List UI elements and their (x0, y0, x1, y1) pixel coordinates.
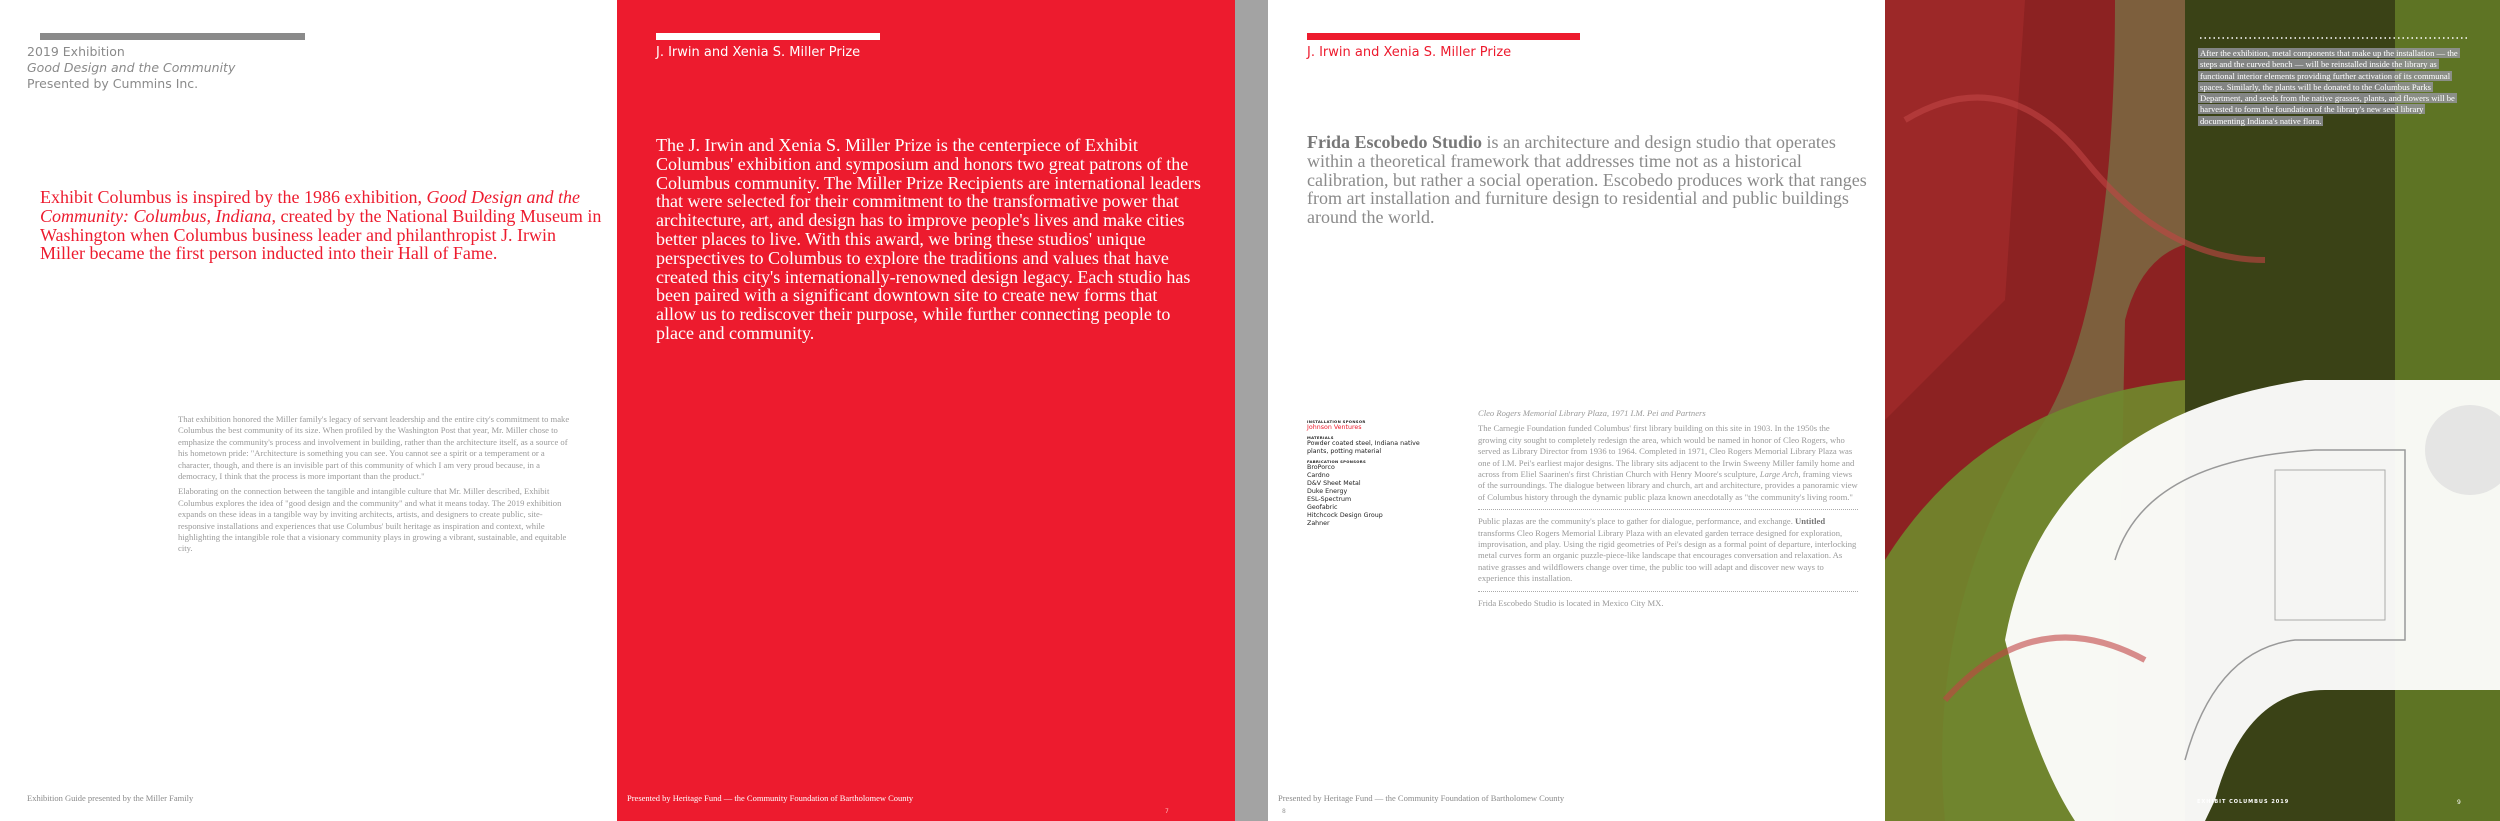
credit-label: MATERIALS (1307, 435, 1334, 440)
lead-text: Exhibit Columbus is inspired by the 1986 exhibition, (40, 187, 427, 207)
lead-text: is an architecture and design studio that operates within a theoretical framework that addresses time not as a historical calibration, but rather a social operation. Escobedo produces work that ranges from art installation and furniture design to residential and public buildings around the world. (1307, 132, 1867, 228)
site-description (1478, 408, 1858, 613)
text: transforms Cleo Rogers Memorial Library Plaza with an elevated garden terrace designed for exploration, improvisation, and play. Using the rigid geometries of Pei's design as a formal point of departure, interlocking metal curves form an organic puzzle-piece-like landscape that encourages conversation and relaxation. As native grasses and wildflowers change over time, the public too will adapt and discover new ways to experience this installation. (1478, 527, 1857, 584)
header-line: Presented by Cummins Inc. (27, 76, 199, 91)
footer: EXHIBIT COLUMBUS 2019 (2197, 799, 2290, 805)
page-number: 9 (2457, 799, 2461, 806)
header-rule (1307, 33, 1580, 40)
section-header: J. Irwin and Xenia S. Miller Prize (656, 45, 861, 60)
intro-body (178, 414, 578, 559)
page-number: 8 (1282, 808, 1286, 815)
site-title: Cleo Rogers Memorial Library Plaza, 1971 I.M. Pei and Partners (1478, 408, 1706, 418)
lead-text: , created by the National Building Museum in Washington when Columbus business leader and philanthropist J. Irwin Miller became the first person inducted into their Hall of Fame. (40, 205, 602, 264)
credit-label: INSTALLATION SPONSOR (1307, 419, 1366, 424)
lead-title-italic: Good Design and the Community: Columbus, Indiana (40, 187, 580, 226)
text-italic: Large Arch (1759, 469, 1799, 480)
page-2 (617, 0, 1235, 821)
header-line: 2019 Exhibition (27, 44, 125, 59)
dotted-divider (1478, 509, 1858, 510)
gutter (1235, 0, 1268, 821)
studio-name: Frida Escobedo Studio (1307, 132, 1483, 152)
dotted-divider (1478, 591, 1858, 592)
footer: Exhibition Guide presented by the Miller Family (27, 793, 194, 803)
text: , framing views of the surroundings. The dialogue between library and church, art and architecture, provides a panoramic view of Columbus history through the dynamic public plaza known anecdotally as "the community's living room." (1478, 469, 1858, 502)
studio-location: Frida Escobedo Studio is located in Mexico City MX. (1478, 597, 1664, 608)
credit-label: FABRICATION SPONSORS (1307, 459, 1367, 464)
installation-caption (2198, 48, 2468, 127)
sponsor: Duke Energy (1307, 488, 1348, 495)
caption-text: After the exhibition, metal components that make up the installation — the steps and the curved bench — will be reinstalled inside the library as functional interior elements providing further activation of its communal spaces. Similarly, the plants will be donated to the Columbus Parks Department, and seeds from the native grasses, plants, and flowers will be harvested to form the foundation of the library's new seed library documenting Indiana's native flora. (2200, 48, 2458, 126)
credit-value: Powder coated steel, Indiana native plants, potting material (1307, 440, 1420, 455)
studio-lead (1307, 133, 1872, 227)
exhibition-header (27, 44, 235, 92)
page-number: 7 (1165, 808, 1169, 815)
text: Public plazas are the community's place to gather for dialogue, performance, and exchange. (1478, 516, 1796, 527)
section-header: J. Irwin and Xenia S. Miller Prize (1307, 45, 1512, 60)
text: The Carnegie Foundation funded Columbus' first library building on this site in 1903. In the 1950s the growing city sought to completely redesign the area, which would be named in honor of Cleo Rogers, who served as Library Director from 1936 to 1964. Completed in 1971, Cleo Rogers Memorial Library Plaza was one of I.M. Pei's earliest major designs. The library sits adjacent to the Irwin Sweeny Miller family home and across from Eliel Saarinen's first Christian Church with Henry Moore's sculpture, (1478, 423, 1855, 480)
prize-lead: The J. Irwin and Xenia S. Miller Prize is the centerpiece of Exhibit Columbus' exhibition and symposium and honors two great patrons of the Columbus community. The Miller Prize Recipients are international leaders that were selected for their commitment to the transformative power that architecture, art, and design has to improve people's lives and make cities better places to live. With this award, we bring these studios' unique perspectives to Columbus to explore the traditions and values that have created this city's internationally-renowned design legacy. Each studio has been paired with a significant downtown site to create new forms that allow us to rediscover their purpose, while further connecting people to place and community. (656, 135, 1201, 343)
project-description (1478, 516, 1858, 584)
page-1 (0, 0, 617, 821)
sponsor: Geofabric (1307, 504, 1338, 511)
credit-value: Johnson Ventures (1307, 424, 1362, 431)
sponsor: BroPorco (1307, 464, 1335, 471)
sponsor: ESL-Spectrum (1307, 496, 1352, 503)
site-history (1478, 423, 1858, 503)
project-title: Untitled (1795, 516, 1826, 527)
sponsor: D&V Sheet Metal (1307, 480, 1361, 487)
header-rule (656, 33, 880, 40)
body-paragraph: That exhibition honored the Miller family's legacy of servant leadership and the entire city's commitment to make Columbus the best community of its size. When profiled by the Washington Post that year, Mr. Miller chose to emphasize the community's process and involvement in building, rather than the architecture itself, as a source of his hometown pride: "Architecture is something you can see. You cannot see a spirit or a temperament or a character, though, and there is an invisible part of this community of which I am very proud because, in a democracy, I think that the process is more important than the product." (178, 414, 570, 482)
header-line: Good Design and the Community (27, 60, 236, 75)
intro-lead (40, 188, 605, 263)
header-rule (40, 33, 305, 40)
credits-sidebar (1307, 416, 1427, 528)
sponsor: Cardno (1307, 472, 1330, 479)
body-paragraph: Elaborating on the connection between the tangible and intangible culture that Mr. Miller described, Exhibit Columbus explores the idea of "good design and the community" and what it means today. The 2019 exhibition expands on these ideas in a tangible way by inviting architects, artists, and designers to create public, site-responsive installations and experiences that use Columbus' built heritage as inspiration and context, while highlighting the intangible role that a visionary community plays in growing a vibrant, sustainable, and equitable city. (178, 486, 567, 554)
footer: Presented by Heritage Fund — the Community Foundation of Bartholomew County (1278, 793, 1565, 803)
sponsor: Hitchcock Design Group (1307, 512, 1383, 519)
footer: Presented by Heritage Fund — the Community Foundation of Bartholomew County (627, 793, 914, 803)
sponsor: Zahner (1307, 520, 1330, 527)
